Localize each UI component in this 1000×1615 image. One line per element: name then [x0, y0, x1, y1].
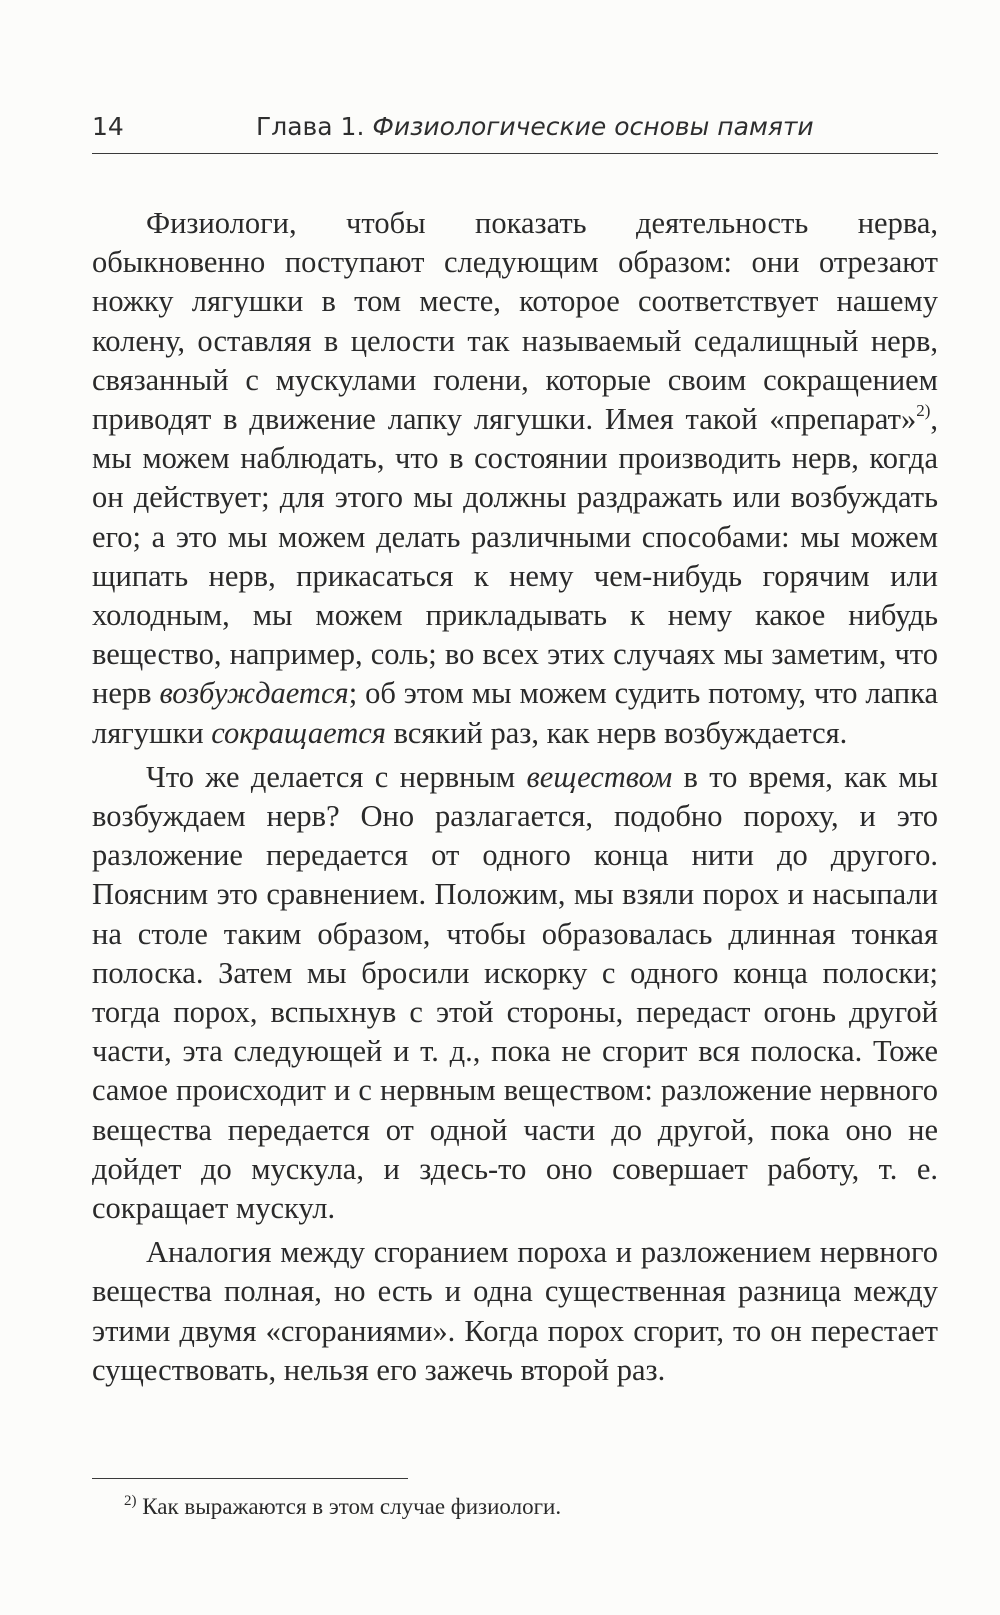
paragraph-text: Аналогия между сгоранием пороха и разложением нервного вещества полная, но есть и одна существенная разница между этими двумя «сгораниями». Когда порох сгорит, то он перестает существовать, нельзя его зажечь второй раз.	[92, 1235, 938, 1387]
paragraph-2	[92, 758, 938, 1228]
page-number: 14	[92, 112, 124, 141]
chapter-title: Физиологические основы памяти	[372, 112, 814, 141]
emphasis-text: возбуждается	[159, 676, 349, 711]
paragraph-text: Что же делается с нервным	[146, 759, 527, 794]
paragraph-text: ; об этом мы можем судить потому, что лапка лягушки	[92, 676, 939, 750]
paragraph-text: , мы можем наблюдать, что в состоянии производить нерв, когда он действует; для этого мы должны раздражать или возбуждать его; а это мы можем делать различными способами: мы можем щипать нерв, прикасаться к нему чем-нибудь горячим или холодным, мы можем прикладывать к нему какое нибудь вещество, например, соль; во всех этих случаях мы заметим, что нерв	[92, 402, 938, 711]
footnote	[124, 1492, 561, 1522]
paragraph-3	[92, 1233, 938, 1390]
emphasis-text: веществом	[526, 759, 673, 794]
paragraph-text: всякий раз, как нерв возбуждается.	[385, 715, 848, 750]
header-rule	[92, 153, 938, 154]
running-title	[256, 112, 814, 141]
paragraph-text: Физиологи, чтобы показать деятельность нерва, обыкновенно поступают следующим образом: они отрезают ножку лягушки в том месте, которое соответствует нашему колену, оставляя в целости так называемый седалищный нерв, связанный с мускулами голени, которые своим сокращением приводят в движение лапку лягушки. Имея такой «препарат»	[92, 206, 938, 437]
footnote-reference[interactable]: 2)	[916, 401, 931, 421]
paragraph-1	[92, 204, 938, 753]
running-header	[92, 112, 938, 148]
footnote-text: Как выражаются в этом случае физиологи.	[136, 1494, 562, 1519]
emphasis-text: сокращается	[211, 715, 386, 750]
chapter-label: Глава 1.	[256, 112, 365, 141]
footnote-rule	[92, 1478, 408, 1479]
main-text	[92, 204, 938, 1390]
paragraph-text: в то время, как мы возбуждаем нерв? Оно разлагается, подобно пороху, и это разложение передается от одного конца нити до другого. Поясним это сравнением. Положим, мы взяли порох и насыпали на столе таким образом, чтобы образовалась длинная тонкая полоска. Затем мы бросили искорку с одного конца полоски; тогда порох, вспыхнув с этой стороны, передаст огонь другой части, эта следующей и т. д., пока не сгорит вся полоска. Тоже самое происходит и с нервным веществом: разложение нервного вещества передается от одной части до другой, пока оно не дойдет до мускула, и здесь-то оно совершает работу, т. е. сокращает мускул.	[92, 759, 938, 1226]
footnote-mark: 2)	[124, 1493, 137, 1509]
